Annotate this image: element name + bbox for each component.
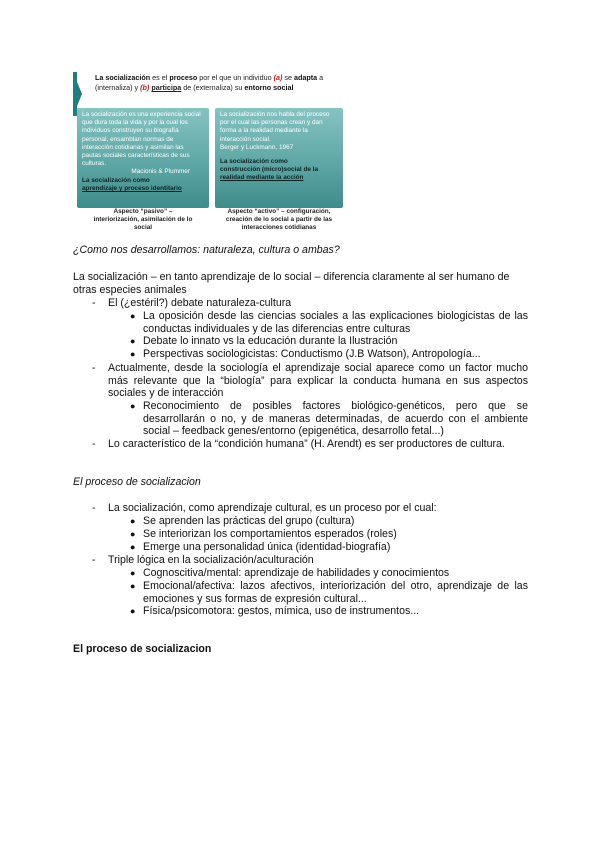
slide-right-box (215, 108, 343, 208)
section2-bullet3: Emerge una personalidad única (identidad-biografía) (143, 541, 391, 553)
section2-bullet2: Se interiorizan los comportamientos esperados (roles) (143, 528, 397, 540)
bullet-marker: ● (130, 581, 136, 591)
section1-bullet2: Debate lo innato vs la educación durante la Ilustración (143, 335, 398, 347)
section1-dash2: Actualmente, desde la sociología el aprendizaje social aparece como un factor mucho más relevante que la “biología” para explicar la conducta humana en sus aspectos sociales y de interacción (108, 362, 528, 399)
section1-dash1: El (¿estéril?) debate naturaleza-cultura (108, 297, 292, 309)
dash-marker: - (92, 554, 96, 566)
section1-bullet1: La oposición desde las ciencias sociales a las explicaciones biologicistas de las conductas individuales y de las diferencias entre culturas (143, 310, 528, 335)
right-box-text: La socialización nos habla del proceso por el cual las personas crean y dan forma a la realidad mediante la interacción social. (220, 111, 330, 143)
right-box-author: Berger y Luckmann, 1967 (220, 143, 294, 151)
bullet-marker: ● (130, 349, 136, 359)
section2-bullet4: Cognoscitiva/mental: aprendizaje de habilidades y conocimientos (143, 567, 450, 579)
bullet-marker: ● (130, 542, 136, 552)
bullet-marker: ● (130, 529, 136, 539)
section1-bullet4: Reconocimiento de posibles factores biológico-genéticos, pero que se desarrollarán o no, y de maneras determinadas, de acuerdo con el ambiente social – feedback genes/entorno (epigenética, desarrollo fetal...) (143, 400, 528, 437)
left-box-author: Macionis & Plummer (131, 168, 190, 176)
slide-image (73, 68, 345, 232)
dash-marker: - (92, 297, 96, 309)
section2-bullet6: Física/psicomotora: gestos, mímica, uso de instrumentos... (143, 605, 420, 617)
bullet-marker: ● (130, 606, 136, 616)
dash-marker: - (92, 438, 96, 450)
left-box-text: La socialización es una experiencia social que dura toda la vida y por la cual los individuos construyen su biografía personal, ensamblan normas de interacción cotidianas y asimilan las pautas sociales características de sus culturas. (82, 111, 201, 168)
section2-bullet5: Emocional/afectiva: lazos afectivos, interiorización del otro, aprendizaje de las emociones y sus formas de expresión cultural... (143, 580, 528, 605)
right-box-mid: construcción (micro)social de la (220, 166, 319, 174)
section2-dash2: Triple lógica en la socialización/aculturación (108, 554, 314, 566)
dash-marker: - (92, 502, 96, 514)
section1-intro: La socialización – en tanto aprendizaje de lo social – diferencia claramente al ser humano de otras especies animales (73, 271, 510, 296)
left-box-subtitle: aprendizaje y proceso identitario (82, 184, 182, 192)
section2-bullet1: Se aprenden las prácticas del grupo (cultura) (143, 515, 355, 527)
footer-heading: El proceso de socializacion (73, 643, 212, 655)
slide-header: La socialización es el proceso por el que un individuo (a) se adapta a (internaliza) y (b) participa de (externaliza) su entorno social (95, 73, 324, 92)
bullet-marker: ● (130, 568, 136, 578)
right-caption: Aspecto “activo” – configuración, creación de lo social a partir de las interacciones cotidianas (225, 208, 333, 231)
left-box-title: La socialización como (82, 176, 150, 184)
dash-marker: - (92, 362, 96, 374)
bullet-marker: ● (130, 336, 136, 346)
bullet-marker: ● (130, 401, 136, 411)
section1-question: ¿Como nos desarrollamos: naturaleza, cultura o ambas? (73, 244, 340, 256)
slide-left-box (77, 108, 209, 208)
right-box-title: La socialización como (220, 158, 288, 166)
section1-dash3: Lo característico de la “condición humana” (H. Arendt) es ser productores de cultura. (108, 438, 505, 450)
section1-bullet3: Perspectivas sociologicistas: Conductismo (J.B Watson), Antropología... (143, 348, 481, 360)
section2-title: El proceso de socializacion (73, 476, 201, 488)
section2-dash1: La socialización, como aprendizaje cultural, es un proceso por el cual: (108, 502, 437, 514)
right-box-subtitle: realidad mediante la acción (220, 174, 304, 182)
bullet-marker: ● (130, 311, 136, 321)
bullet-marker: ● (130, 516, 136, 526)
left-caption: Aspecto “pasivo” – interiorización, asimilación de lo social (93, 208, 193, 231)
